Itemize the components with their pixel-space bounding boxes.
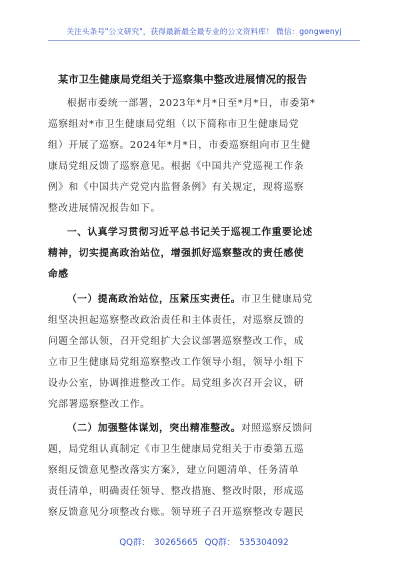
- intro-paragraph: [48, 93, 362, 219]
- paragraph-line: 问题全部认领，召开党组扩大会议部署巡察整改工作，成: [48, 336, 304, 347]
- header-divider: [48, 40, 360, 41]
- paragraph-text: 对照巡察反馈问: [241, 423, 313, 434]
- section-heading: [48, 222, 362, 285]
- footer-qq2-label: QQ群：: [204, 538, 236, 548]
- paragraph-line: 察组反馈意见整改落实方案》，建立问题清单、任务清单: [48, 465, 300, 476]
- footer-qq2-number: 535304092: [239, 538, 289, 548]
- footer-qq-label: QQ群：: [119, 538, 151, 548]
- paragraph-line: [48, 289, 362, 310]
- paragraph-line: 根据市委统一部署，2023年*月*日至*月*日，市委第*: [67, 98, 316, 109]
- paragraph-line: 究部署巡察整改工作。: [48, 399, 151, 410]
- paragraph-line: 整改进展情况报告如下。: [48, 203, 161, 214]
- paragraph-text: 市卫生健康局党: [241, 294, 313, 305]
- paragraph-line: 察反馈意见分项整改台账。领导班子召开巡察整改专题民: [48, 507, 304, 518]
- paragraph-line: [48, 418, 362, 439]
- paragraph-line: 立市卫生健康局党组巡察整改工作领导小组，领导小组下: [48, 357, 304, 368]
- subsection-lead: （一）提高政治站位，压紧压实责任。: [67, 294, 242, 305]
- subsection-lead: （二）加强整体谋划，突出精准整改。: [67, 423, 242, 434]
- header-banner: 关注头条号"公文研究"，获得最新最全最专业的公文资料库！ 微信：gongwenyj: [66, 27, 342, 36]
- heading-line: 一、认真学习贯彻习近平总书记关于巡视工作重要论述: [67, 227, 313, 238]
- paragraph-line: 康局党组反馈了巡察意见。根据《中国共产党巡视工作条: [48, 161, 304, 172]
- subsection-2: [48, 418, 362, 523]
- heading-line: 精神，切实提高政治站位，增强抓好巡察整改的责任感使: [48, 248, 304, 259]
- footer-qq-number: 30265665: [154, 538, 198, 548]
- paragraph-line: 责任清单，明确责任领导、整改措施、整改时限，形成巡: [48, 486, 304, 497]
- paragraph-line: 题，局党组认真制定《市卫生健康局党组关于市委第五巡: [48, 444, 304, 455]
- subsection-1: [48, 289, 362, 415]
- paragraph-line: 巡察组对*市卫生健康局党组（以下简称市卫生健康局党: [48, 119, 300, 130]
- document-title: 某市卫生健康局党组关于巡察集中整改进展情况的报告: [58, 74, 308, 86]
- footer-contact: [0, 536, 408, 548]
- paragraph-line: 设办公室，协调推进整改工作。局党组多次召开会议，研: [48, 378, 304, 389]
- paragraph-line: 组）开展了巡察。2024年*月*日，市委巡察组向市卫生健: [48, 140, 311, 151]
- heading-line: 命感: [48, 269, 69, 280]
- paragraph-line: 组坚决担起巡察整改政治责任和主体责任，对巡察反馈的: [48, 315, 304, 326]
- paragraph-line: 例》和《中国共产党党内监督条例》有关规定，现将巡察: [48, 182, 304, 193]
